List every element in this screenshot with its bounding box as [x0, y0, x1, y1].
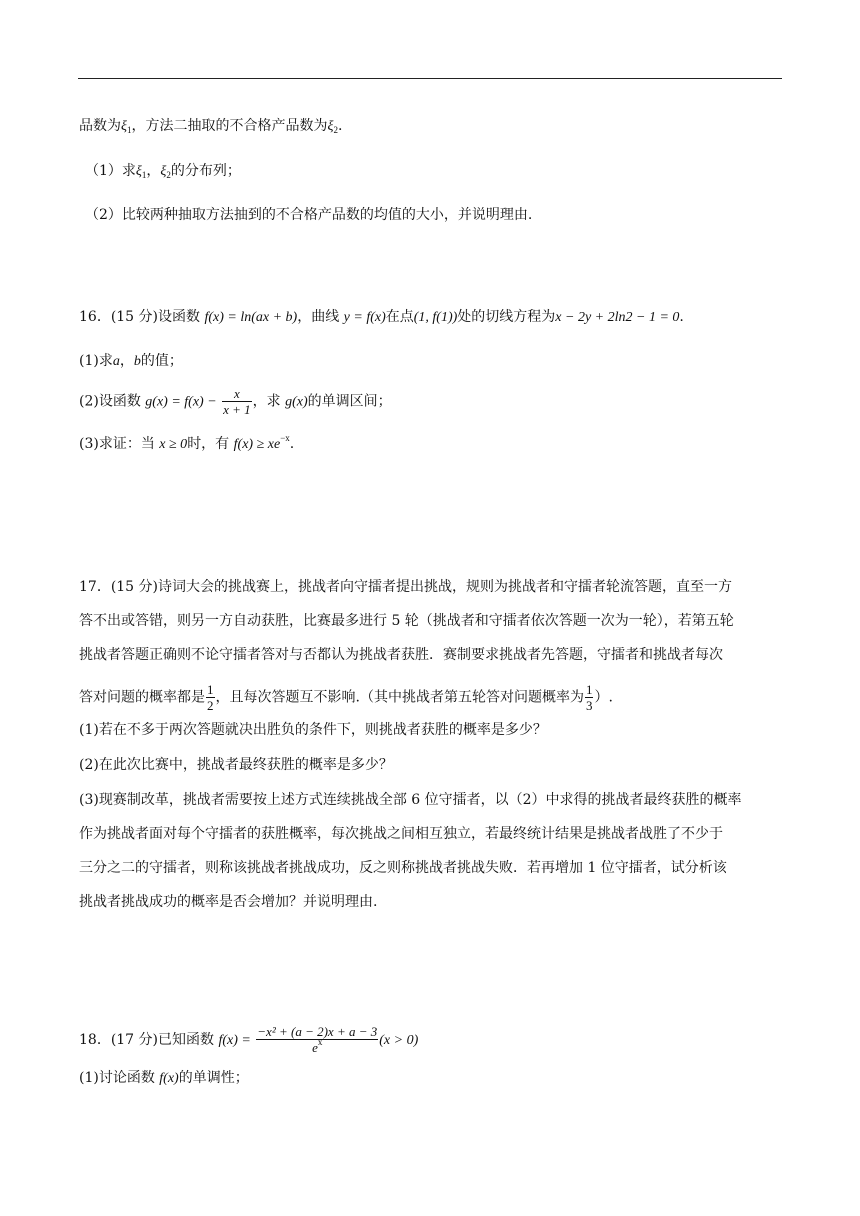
q17-line1: 17．(15 分)诗词大会的挑战赛上，挑战者向守擂者提出挑战，规则为挑战者和守擂者轮流答题，直至一方: [79, 579, 733, 595]
q17-part1: (1)若在不多于两次答题就决出胜负的条件下，则挑战者获胜的概率是多少？: [79, 722, 547, 738]
q17-part2: (2)在此次比赛中，挑战者最终获胜的概率是多少？: [79, 757, 393, 773]
q16-part2: (2)设函数 g(x) = f(x) − $\frac{x}{x + 1}$ ，求 g(x)的单调区间；: [79, 386, 392, 417]
q16-part3: (3)求证：当 x ≥ 0时，有 $f(x) \ge xe^{-x}$.: [79, 433, 295, 452]
q17-line3: 挑战者答题正确则不论守擂者答对与否都认为挑战者获胜．赛制要求挑战者先答题，守擂者和挑战者每次: [79, 647, 723, 663]
header-rule: [78, 78, 782, 79]
fraction-one-third: $\frac{1}{3}$: [585, 682, 593, 713]
q16-part1: (1)求a，b的值；: [79, 353, 183, 369]
q15-item1: （1）求$\xi_1$，$\xi_2$的分布列；: [85, 163, 241, 180]
q17-line4: 答对问题的概率都是 $\frac{1}{2}$ ，且每次答题互不影响.（其中挑战者第五轮答对问题概率为 $\frac{1}{3}$ ）.: [79, 682, 613, 713]
q17-part3-line3: 三分之二的守擂者，则称该挑战者挑战成功，反之则称挑战者挑战失败．若再增加 1 位守擂者，试分析该: [79, 860, 727, 876]
q18-part1: (1)讨论函数 f(x)的单调性；: [79, 1070, 249, 1086]
q15-line1: 品数为$\xi_1$，方法二抽取的不合格产品数为$\xi_2$.: [79, 118, 343, 135]
q17-part3-line4: 挑战者挑战成功的概率是否会增加？并说明理由.: [79, 894, 378, 910]
fraction-x-over-x-plus-1: $\frac{x}{x + 1}$: [223, 386, 251, 417]
q17-part3-line1: (3)现赛制改革，挑战者需要按上述方式连续挑战全部 6 位守擂者，以（2）中求得的挑战者最终获胜的概率: [79, 792, 742, 808]
q16-stem: 16．(15 分)设函数 f(x) = ln(ax + b)，曲线 y = f(x)在点(1, f(1))处的切线方程为x − 2y + 2ln2 − 1 = 0.: [79, 309, 684, 325]
fraction-one-half: $\frac{1}{2}$: [207, 682, 214, 713]
q17-line2: 答不出或答错，则另一方自动获胜，比赛最多进行 5 轮（挑战者和守擂者依次答题一次为一轮），若第五轮: [79, 613, 734, 629]
q17-part3-line2: 作为挑战者面对每个守擂者的获胜概率，每次挑战之间相互独立，若最终统计结果是挑战者战胜了不少于: [79, 826, 723, 842]
q15-item2: （2）比较两种抽取方法抽到的不合格产品数的均值的大小，并说明理由.: [85, 207, 533, 223]
q18-stem: 18．(17 分)已知函数 f(x) = $\frac{\text{−x² + (a − 2)x + a − 3}}{e^x}$ (x > 0): [79, 1024, 419, 1055]
fraction-q18-function: $\frac{\text{−x² + (a − 2)x + a − 3}}{e^x}$: [257, 1024, 378, 1055]
